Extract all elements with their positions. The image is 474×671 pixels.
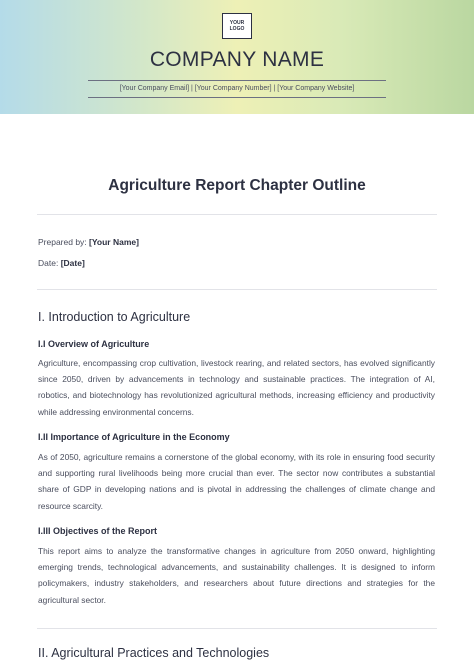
paragraph-overview: Agriculture, encompassing crop cultivation, livestock rearing, and related sectors, has evolved significantly since 2050, driven by advancements in technology and sustainable practices. The integration of AI, robotics, and biotechnology has revolutionized agricultural methods, increasing efficiency and productivity while addressing environmental concerns. (38, 358, 435, 417)
section-heading-practices: II. Agricultural Practices and Technologies (38, 646, 270, 660)
date-value: [Date] (60, 258, 85, 268)
prepared-by-line (38, 237, 139, 247)
company-name: COMPANY NAME (149, 48, 325, 71)
letterhead-banner (0, 0, 474, 114)
logo-text-line2: LOGO (229, 26, 245, 32)
prepared-by-label: Prepared by: (38, 237, 87, 247)
logo-text-line1: YOUR (229, 20, 245, 26)
title-divider (37, 214, 437, 215)
subsection-heading-importance: I.II Importance of Agriculture in the Economy (38, 432, 230, 442)
header-divider-top (88, 80, 386, 81)
paragraph-importance: As of 2050, agriculture remains a cornerstone of the global economy, with its role in ensuring food security and supporting rural livelihoods being more crucial than ever. The sector now contributes a substantial share of GDP in developing nations and is pivotal in addressing the challenges of climate change and resource scarcity. (38, 452, 435, 511)
company-logo (222, 13, 252, 39)
meta-divider (37, 289, 437, 290)
subsection-heading-objectives: I.III Objectives of the Report (38, 526, 158, 536)
subsection-heading-overview: I.I Overview of Agriculture (38, 339, 150, 349)
paragraph-objectives: This report aims to analyze the transformative changes in agriculture from 2050 onward, highlighting emerging trends, technological advancements, and sustainability challenges. It is designed to inform policymakers, industry stakeholders, and researchers about future directions and strategies for the agricultural sector. (38, 546, 435, 605)
date-line (38, 258, 85, 268)
document-title: Agriculture Report Chapter Outline (108, 177, 366, 194)
date-label: Date: (38, 258, 59, 268)
company-contact-info: [Your Company Email] | [Your Company Number] | [Your Company Website] (119, 85, 355, 92)
prepared-by-value: [Your Name] (89, 237, 139, 247)
section-heading-introduction: I. Introduction to Agriculture (38, 310, 191, 324)
header-divider-bottom (88, 97, 386, 98)
section-divider (37, 628, 437, 629)
